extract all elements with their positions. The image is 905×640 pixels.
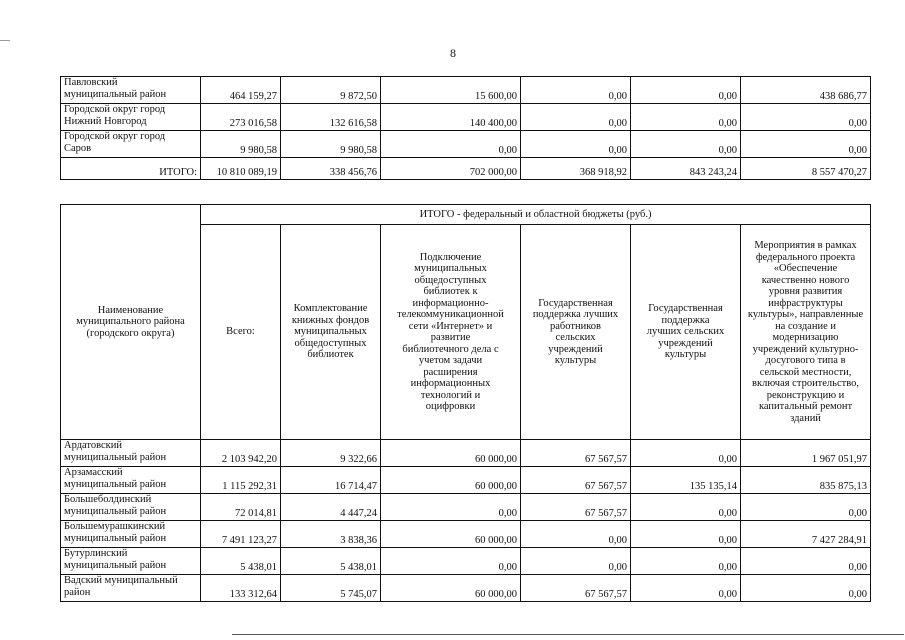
cell-text-line: учреждений культурно-: [752, 343, 859, 355]
cell-text-line: муниципального района: [76, 316, 185, 328]
value-cell: 67 567,57: [521, 494, 631, 521]
value-cell: 7 427 284,91: [741, 521, 871, 548]
value-cell: 60 000,00: [381, 521, 521, 548]
cell-text-line: Комплектование: [293, 303, 368, 315]
district-name-cell: [61, 131, 201, 158]
value-cell: 0,00: [631, 440, 741, 467]
value-cell: 5 438,01: [281, 548, 381, 575]
value-cell: 0,00: [631, 131, 741, 158]
value-cell: 273 016,58: [201, 104, 281, 131]
value-cell: 67 567,57: [521, 575, 631, 602]
total-value-cell: 702 000,00: [381, 158, 521, 180]
value-cell: 0,00: [631, 494, 741, 521]
cell-text-line: Городской округ город: [64, 104, 166, 115]
column-header: [381, 225, 521, 440]
cell-text-line: книжных фондов: [291, 314, 370, 326]
total-value-cell: 368 918,92: [521, 158, 631, 180]
value-cell: 15 600,00: [381, 77, 521, 104]
cell-text-line: расширения: [423, 366, 478, 378]
value-cell: 7 491 123,27: [201, 521, 281, 548]
value-cell: 0,00: [631, 575, 741, 602]
value-cell: 0,00: [741, 575, 871, 602]
cell-text-line: реконструкцию и: [766, 389, 845, 401]
cell-text-line: библиотек к: [423, 286, 478, 297]
cell-text-line: работников: [550, 320, 601, 332]
value-cell: 0,00: [381, 548, 521, 575]
budget-group-header: ИТОГО - федеральный и областной бюджеты (руб.): [201, 205, 871, 225]
cell-text-line: федерального проекта: [755, 251, 856, 263]
value-cell: 835 875,13: [741, 467, 871, 494]
cell-text-line: поддержка лучших: [532, 309, 619, 320]
value-cell: 1 967 051,97: [741, 440, 871, 467]
value-cell: 72 014,81: [201, 494, 281, 521]
cell-text-line: сельской местности,: [759, 366, 852, 378]
value-cell: 9 872,50: [281, 77, 381, 104]
column-header: [281, 225, 381, 440]
table-row: [61, 575, 871, 602]
value-cell: 0,00: [631, 77, 741, 104]
cell-text-line: Всего:: [226, 326, 255, 338]
cell-text-line: общедоступных: [294, 337, 367, 349]
cell-text-line: общедоступных: [414, 274, 487, 286]
table-row: [61, 521, 871, 548]
cell-text-line: Вадский муниципальный: [64, 575, 178, 586]
top-table: [60, 76, 871, 180]
cell-text-line: Наименование: [97, 304, 164, 316]
district-name-cell: [61, 548, 201, 575]
cell-text-line: Государственная: [648, 303, 723, 315]
value-cell: 140 400,00: [381, 104, 521, 131]
cell-text-line: досугового типа в: [765, 355, 846, 366]
cell-text-line: Ардатовский: [64, 440, 123, 451]
cell-text-line: информационных: [410, 378, 491, 389]
value-cell: 3 838,36: [281, 521, 381, 548]
cell-text-line: (городского округа): [86, 327, 175, 339]
value-cell: 60 000,00: [381, 575, 521, 602]
value-cell: 0,00: [521, 104, 631, 131]
cell-text-line: муниципальный район: [64, 505, 167, 517]
column-header: [631, 225, 741, 440]
cell-text-line: муниципальный район: [64, 559, 167, 571]
total-value-cell: 843 243,24: [631, 158, 741, 180]
cell-text-line: телекоммуникационной: [397, 309, 504, 320]
value-cell: 67 567,57: [521, 440, 631, 467]
value-cell: 60 000,00: [381, 467, 521, 494]
value-cell: 0,00: [741, 494, 871, 521]
value-cell: 0,00: [631, 521, 741, 548]
cell-text-line: Павловский: [64, 77, 118, 88]
cell-text-line: Большеболдинский: [64, 494, 152, 505]
value-cell: 0,00: [741, 104, 871, 131]
cell-text-line: модернизацию: [772, 332, 839, 343]
value-cell: 0,00: [381, 494, 521, 521]
cell-text-line: библиотечного дела с: [402, 343, 499, 355]
total-value-cell: 338 456,76: [281, 158, 381, 180]
district-name-cell: [61, 440, 201, 467]
district-name-cell: [61, 77, 201, 104]
cell-text-line: зданий: [790, 412, 821, 424]
value-cell: 9 980,58: [281, 131, 381, 158]
value-cell: 0,00: [521, 77, 631, 104]
cell-text-line: развитие: [430, 332, 471, 343]
cell-text-line: учреждений: [548, 343, 603, 355]
district-name-cell: [61, 104, 201, 131]
cell-text-line: инфраструктуры: [768, 297, 843, 309]
cell-text-line: культуры: [664, 349, 707, 361]
total-label: ИТОГО:: [61, 158, 201, 180]
value-cell: 135 135,14: [631, 467, 741, 494]
value-cell: 0,00: [741, 548, 871, 575]
total-value-cell: 10 810 089,19: [201, 158, 281, 180]
cell-text-line: район: [64, 586, 91, 598]
table-row: [61, 77, 871, 104]
cell-text-line: оцифровки: [425, 401, 476, 412]
value-cell: 438 686,77: [741, 77, 871, 104]
value-cell: 9 322,66: [281, 440, 381, 467]
table-row: [61, 494, 871, 521]
value-cell: 5 438,01: [201, 548, 281, 575]
margin-mark: [0, 40, 10, 41]
value-cell: 0,00: [521, 548, 631, 575]
cell-text-line: информационно-: [412, 297, 489, 309]
cell-text-line: поддержка: [661, 314, 710, 326]
cell-text-line: Мероприятия в рамках: [754, 240, 857, 251]
cell-text-line: Саров: [64, 142, 92, 154]
column-header: [521, 225, 631, 440]
table-row: [61, 131, 871, 158]
cell-text-line: технологий и: [420, 389, 481, 401]
value-cell: 464 159,27: [201, 77, 281, 104]
cell-text-line: Арзамасский: [64, 467, 123, 478]
table-row: [61, 440, 871, 467]
cell-text-line: «Обеспечение: [773, 263, 838, 274]
value-cell: 0,00: [631, 548, 741, 575]
cell-text-line: уровня развития: [768, 286, 843, 297]
cell-text-line: муниципальный район: [64, 451, 167, 463]
cell-text-line: Государственная: [538, 297, 613, 309]
main-table: [60, 204, 871, 602]
value-cell: 0,00: [521, 521, 631, 548]
cell-text-line: культуры: [554, 355, 597, 366]
cell-text-line: культуры», направленные: [747, 309, 864, 320]
value-cell: 2 103 942,20: [201, 440, 281, 467]
value-cell: 0,00: [521, 131, 631, 158]
cell-text-line: Подключение: [419, 251, 482, 263]
table-row: [61, 104, 871, 131]
cell-text-line: Бутурлинский: [64, 548, 128, 559]
total-row: [61, 158, 871, 180]
column-header: [201, 225, 281, 440]
name-column-header: [61, 205, 201, 440]
cell-text-line: качественно нового: [761, 274, 850, 286]
cell-text-line: учетом задачи: [418, 355, 483, 366]
cell-text-line: капитальный ремонт: [758, 401, 853, 412]
cell-text-line: муниципальный район: [64, 532, 167, 544]
value-cell: 1 115 292,31: [201, 467, 281, 494]
cell-text-line: лучших сельских: [646, 326, 725, 338]
total-value-cell: 8 557 470,27: [741, 158, 871, 180]
cell-text-line: муниципальных: [294, 326, 367, 338]
bottom-rule: [232, 634, 904, 635]
value-cell: 0,00: [741, 131, 871, 158]
district-name-cell: [61, 575, 201, 602]
value-cell: 0,00: [631, 104, 741, 131]
cell-text-line: библиотек: [307, 349, 354, 361]
value-cell: 132 616,58: [281, 104, 381, 131]
value-cell: 133 312,64: [201, 575, 281, 602]
header-row-group: [61, 205, 871, 225]
value-cell: 60 000,00: [381, 440, 521, 467]
column-header: [741, 225, 871, 440]
table-row: [61, 548, 871, 575]
value-cell: 5 745,07: [281, 575, 381, 602]
cell-text-line: Большемурашкинский: [64, 521, 166, 532]
cell-text-line: муниципальный район: [64, 478, 167, 490]
cell-text-line: учреждений: [658, 337, 713, 349]
cell-text-line: муниципальных: [414, 263, 487, 274]
district-name-cell: [61, 521, 201, 548]
district-name-cell: [61, 467, 201, 494]
value-cell: 16 714,47: [281, 467, 381, 494]
value-cell: 4 447,24: [281, 494, 381, 521]
cell-text-line: Городской округ город: [64, 131, 166, 142]
cell-text-line: сети «Интернет» и: [408, 320, 493, 332]
value-cell: 9 980,58: [201, 131, 281, 158]
cell-text-line: на создание и: [775, 320, 836, 332]
cell-text-line: Нижний Новгород: [64, 115, 147, 127]
cell-text-line: включая строительство,: [752, 378, 859, 389]
district-name-cell: [61, 494, 201, 521]
cell-text-line: муниципальный район: [64, 88, 167, 100]
page-number: 8: [450, 46, 456, 60]
value-cell: 67 567,57: [521, 467, 631, 494]
table-row: [61, 467, 871, 494]
cell-text-line: сельских: [555, 332, 596, 343]
value-cell: 0,00: [381, 131, 521, 158]
